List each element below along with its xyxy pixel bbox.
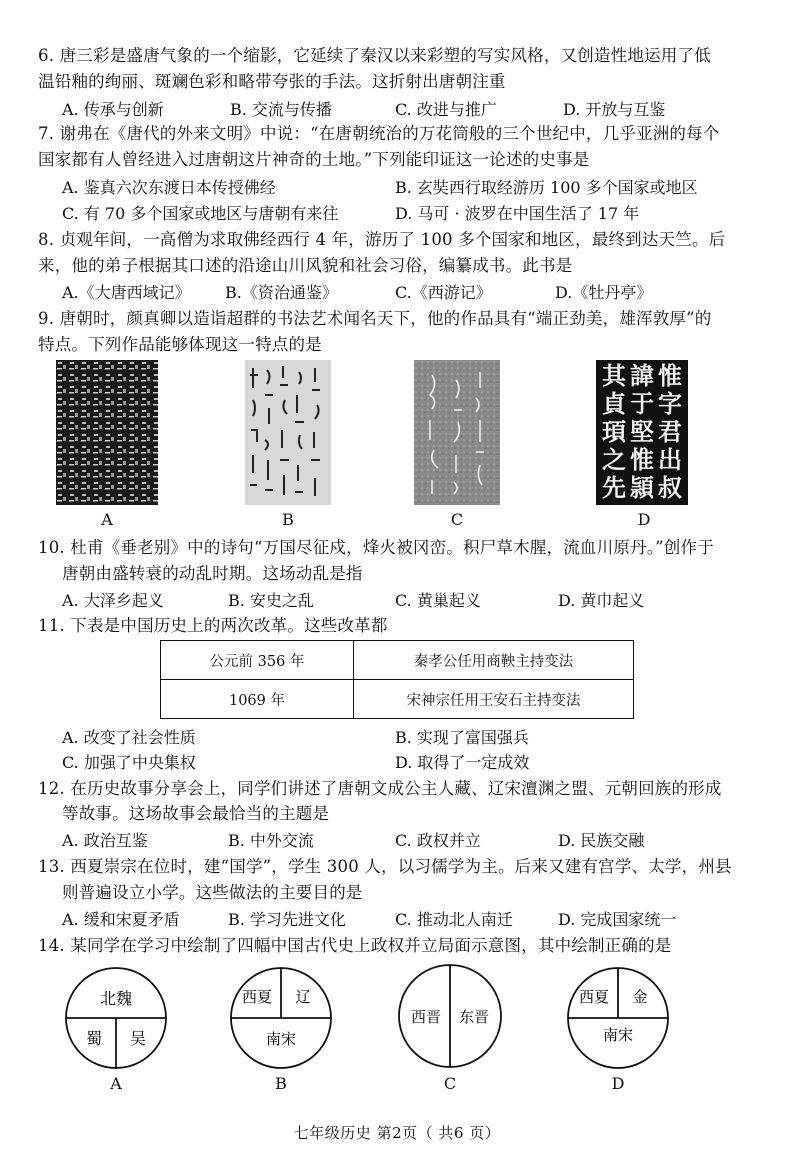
calligraphy-char: 出 <box>658 445 682 474</box>
q13-stem-line1: 13. 西夏崇宗在位时，建“国学”，学生 300 人，以习儒学为主。后来又建有宫学、太学，州县 <box>38 857 732 876</box>
q7-option-a: A. 鉴真六次东渡日本传授佛经 <box>62 178 276 197</box>
q11-stem-line1: 11. 下表是中国历史上的两次改革。这些改革都 <box>38 616 388 635</box>
calligraphy-char: 其 <box>602 361 626 390</box>
regime-diagram-c <box>398 962 502 1070</box>
calligraphy-char: 惟 <box>658 361 682 390</box>
q9-caption-d: D <box>637 510 651 529</box>
q12-option-c: C. 政权并立 <box>395 831 481 850</box>
q10-option-a: A. 大泽乡起义 <box>62 591 164 610</box>
q10-stem-line1: 10. 杜甫《垂老别》中的诗句“万国尽征戍，烽火被冈峦。积尸草木腥，流血川原丹。”创作于 <box>38 538 714 557</box>
q6-option-d: D. 开放与互鉴 <box>563 100 666 119</box>
q10-option-b: B. 安史之乱 <box>228 591 314 610</box>
reform-year: 1069 年 <box>161 680 354 719</box>
q10-stem-line2: 唐朝由盛转衰的动乱时期。这场动乱是指 <box>62 564 363 583</box>
q7-option-d: D. 马可 · 波罗在中国生活了 17 年 <box>395 204 640 223</box>
q12-stem-line2: 等故事。这场故事会最恰当的主题是 <box>62 804 330 823</box>
q6-option-b: B. 交流与传播 <box>230 100 332 119</box>
q8-stem-line2: 来，他的弟子根据其口述的沿途山川风貌和社会习俗，编纂成书。此书是 <box>38 256 573 275</box>
calligraphy-image-a <box>56 360 158 505</box>
calligraphy-char: 君 <box>658 417 682 446</box>
q14-caption-c: C <box>443 1074 457 1093</box>
q11-option-a: A. 改变了社会性质 <box>62 728 196 747</box>
q14-caption-a: A <box>110 1074 122 1093</box>
regime-diagram-d <box>566 966 670 1070</box>
calligraphy-char: 叔 <box>658 473 682 502</box>
calligraphy-image-c <box>414 360 500 505</box>
regime-label: 辽 <box>295 988 311 1006</box>
regime-label: 吴 <box>129 1029 147 1048</box>
q10-option-c: C. 黄巢起义 <box>395 591 481 610</box>
q12-option-a: A. 政治互鉴 <box>62 831 148 850</box>
q13-option-b: B. 学习先进文化 <box>228 910 346 929</box>
q6-stem-line2: 温铅釉的绚丽、斑斓色彩和略带夸张的手法。这折射出唐朝注重 <box>38 72 506 91</box>
regime-label: 北魏 <box>99 989 133 1008</box>
calligraphy-char: 于 <box>630 389 654 418</box>
q8-stem-line1: 8. 贞观年间，一高僧为求取佛经西行 4 年，游历了 100 多个国家和地区，最终到达天竺。后 <box>38 230 726 249</box>
q12-option-b: B. 中外交流 <box>228 831 314 850</box>
regime-label: 东晋 <box>458 1008 490 1026</box>
q10-option-d: D. 黄巾起义 <box>558 591 645 610</box>
calligraphy-image-d <box>596 360 688 505</box>
q6-option-c: C. 改进与推广 <box>395 100 497 119</box>
table-row <box>161 641 634 680</box>
calligraphy-char: 諱 <box>630 361 654 390</box>
regime-diagram-b <box>229 966 333 1070</box>
q11-option-c: C. 加强了中央集权 <box>62 753 196 772</box>
q13-option-c: C. 推动北人南迁 <box>395 910 513 929</box>
q9-stem-line2: 特点。下列作品能够体现这一特点的是 <box>38 335 322 354</box>
q7-option-b: B. 玄奘西行取经游历 100 多个国家或地区 <box>395 178 698 197</box>
q6-option-a: A. 传承与创新 <box>62 100 164 119</box>
calligraphy-char: 先 <box>602 473 626 502</box>
calligraphy-image-b <box>245 360 331 505</box>
calligraphy-char: 頴 <box>630 473 654 502</box>
regime-label: 南宋 <box>265 1030 297 1048</box>
reform-event: 宋神宗任用王安石主持变法 <box>354 680 634 719</box>
q9-stem-line1: 9. 唐朝时，颜真卿以造诣超群的书法艺术闻名天下，他的作品具有“端正劲美，雄浑敦厚”的 <box>38 309 712 328</box>
regime-label: 蜀 <box>85 1029 103 1048</box>
regime-label: 金 <box>632 988 648 1006</box>
calligraphy-char: 頊 <box>602 417 626 446</box>
q14-caption-d: D <box>611 1074 625 1093</box>
q8-option-d: D.《牡丹亭》 <box>555 283 653 302</box>
q7-option-c: C. 有 70 多个国家或地区与唐朝有来往 <box>62 204 339 223</box>
q8-option-b: B.《资治通鉴》 <box>225 283 338 302</box>
regime-label: 西晋 <box>410 1008 442 1026</box>
q13-stem-line2: 则普遍设立小学。这些做法的主要目的是 <box>62 883 363 902</box>
regime-label: 西夏 <box>578 988 610 1006</box>
q9-caption-a: A <box>101 510 113 529</box>
table-row <box>161 680 634 719</box>
reform-table <box>160 640 634 719</box>
calligraphy-char: 貞 <box>602 389 626 418</box>
q14-stem-line1: 14. 某同学在学习中绘制了四幅中国古代史上政权并立局面示意图，其中绘制正确的是 <box>38 936 672 955</box>
calligraphy-char: 之 <box>602 445 626 474</box>
page-footer: 七年级历史 第2页（ 共6 页） <box>293 1124 501 1142</box>
regime-label: 西夏 <box>241 988 273 1006</box>
q7-stem-line1: 7. 谢弗在《唐代的外来文明》中说：“在唐朝统治的万花筒般的三个世纪中，几乎亚洲的每个 <box>38 124 720 143</box>
q14-caption-b: B <box>275 1074 287 1093</box>
q12-option-d: D. 民族交融 <box>558 831 645 850</box>
q8-option-c: C.《西游记》 <box>395 283 492 302</box>
q11-option-d: D. 取得了一定成效 <box>395 753 530 772</box>
reform-year: 公元前 356 年 <box>161 641 354 680</box>
q6-stem-line1: 6. 唐三彩是盛唐气象的一个缩影，它延续了秦汉以来彩塑的写实风格，又创造性地运用了低 <box>38 46 711 65</box>
calligraphy-char: 字 <box>658 389 682 418</box>
q9-caption-b: B <box>282 510 294 529</box>
q13-option-d: D. 完成国家统一 <box>558 910 677 929</box>
q13-option-a: A. 缓和宋夏矛盾 <box>62 910 180 929</box>
q11-option-b: B. 实现了富国强兵 <box>395 728 529 747</box>
q9-caption-c: C <box>450 510 464 529</box>
q7-stem-line2: 国家都有人曾经进入过唐朝这片神奇的土地。”下列能印证这一论述的史事是 <box>38 150 590 169</box>
q8-option-a: A.《大唐西域记》 <box>62 283 191 302</box>
q12-stem-line1: 12. 在历史故事分享会上，同学们讲述了唐朝文成公主人藏、辽宋澶渊之盟、元朝回族的形成 <box>38 779 722 798</box>
calligraphy-char: 堅 <box>630 417 654 446</box>
calligraphy-char: 惟 <box>630 445 654 474</box>
regime-diagram-a <box>64 966 168 1070</box>
regime-label: 南宋 <box>602 1026 634 1044</box>
reform-event: 秦孝公任用商鞅主持变法 <box>354 641 634 680</box>
